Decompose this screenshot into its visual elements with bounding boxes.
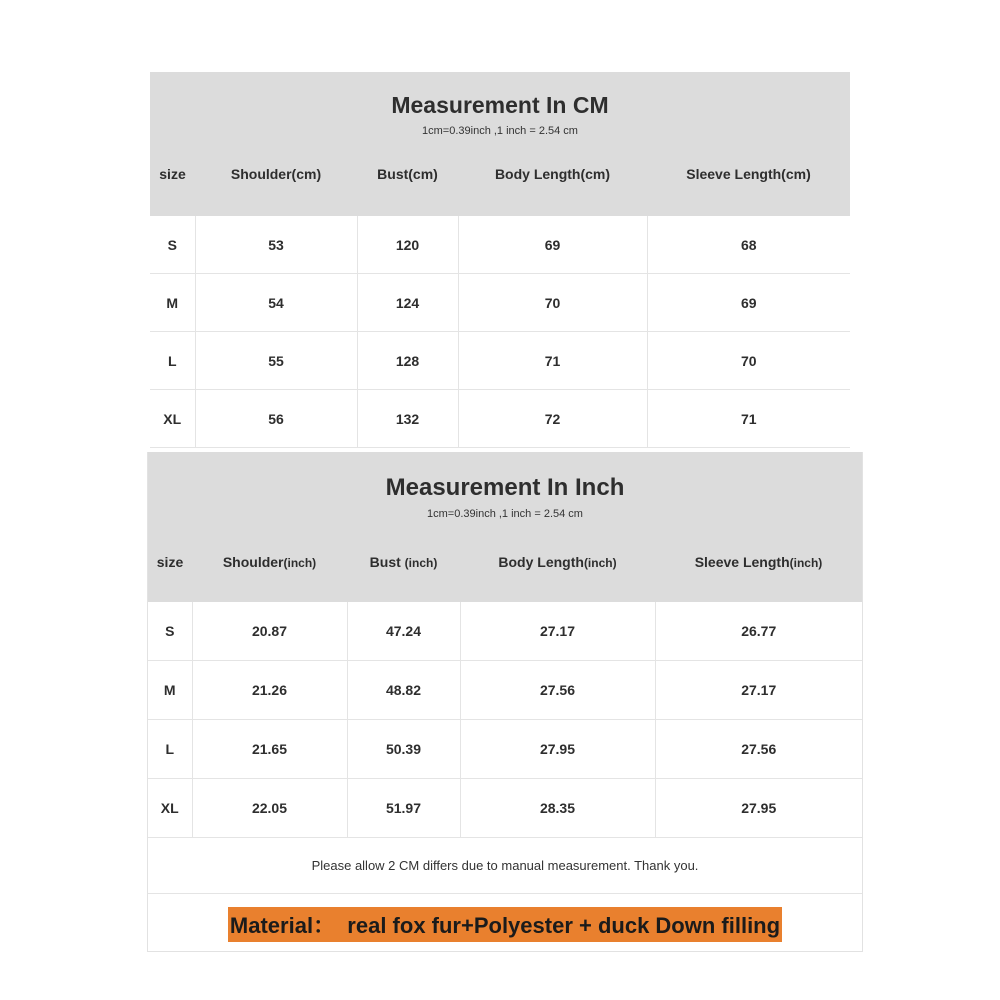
bust-cell: 128 [357,332,458,390]
header-unit: (inch) [404,556,438,570]
column-header-shoulder: Shoulder(cm) [195,166,357,182]
material-text: Material： real fox fur+Polyester + duck Down filling [228,907,782,942]
cm-header-table [150,166,850,182]
shoulder-cell: 20.87 [192,602,347,661]
shoulder-cell: 56 [195,390,357,448]
inch-conversion-note: 1cm=0.39inch ,1 inch = 2.54 cm [427,508,583,520]
table-row [150,216,850,274]
header-label: Bust [369,554,405,570]
size-cell: M [150,274,195,332]
bust-cell: 50.39 [347,720,460,779]
cm-conversion-note: 1cm=0.39inch ,1 inch = 2.54 cm [422,125,578,137]
cm-table-header [150,72,850,216]
size-cell: L [150,332,195,390]
cm-column-headers [150,166,850,182]
inch-column-headers [148,554,862,570]
column-header-body-length [460,554,655,570]
table-row [148,720,862,779]
header-unit: (inch) [789,556,823,570]
bust-cell: 51.97 [347,779,460,838]
table-row [148,779,862,838]
header-label: Body Length [498,554,584,570]
inch-data-table [148,602,862,838]
size-cell: L [148,720,192,779]
column-header-size: size [150,166,195,182]
column-header-sleeve-length: Sleeve Length(cm) [647,166,850,182]
table-row [148,602,862,661]
sleeve-length-cell: 27.95 [655,779,862,838]
sleeve-length-cell: 69 [647,274,850,332]
inch-header-table [148,554,862,570]
size-cell: S [148,602,192,661]
column-header-bust [347,554,460,570]
body-length-cell: 27.56 [460,661,655,720]
header-label: Shoulder [222,554,284,570]
body-length-cell: 70 [458,274,647,332]
sleeve-length-cell: 68 [647,216,850,274]
size-cell: M [148,661,192,720]
sleeve-length-cell: 27.56 [655,720,862,779]
inch-measurement-panel [147,452,863,952]
shoulder-cell: 21.26 [192,661,347,720]
bust-cell: 47.24 [347,602,460,661]
column-header-bust: Bust(cm) [357,166,458,182]
table-row [150,390,850,448]
bust-cell: 132 [357,390,458,448]
material-banner [148,894,862,954]
bust-cell: 124 [357,274,458,332]
body-length-cell: 27.95 [460,720,655,779]
size-cell: XL [148,779,192,838]
shoulder-cell: 54 [195,274,357,332]
bust-cell: 120 [357,216,458,274]
body-length-cell: 27.17 [460,602,655,661]
cm-measurement-panel [150,72,850,444]
shoulder-cell: 55 [195,332,357,390]
column-header-sleeve-length [655,554,862,570]
header-unit: (inch) [583,556,617,570]
cm-table-title: Measurement In CM [391,92,609,118]
body-length-cell: 72 [458,390,647,448]
sleeve-length-cell: 70 [647,332,850,390]
column-header-body-length: Body Length(cm) [458,166,647,182]
table-row [150,274,850,332]
body-length-cell: 71 [458,332,647,390]
table-row [148,661,862,720]
sleeve-length-cell: 71 [647,390,850,448]
sleeve-length-cell: 27.17 [655,661,862,720]
table-row [150,332,850,390]
body-length-cell: 69 [458,216,647,274]
shoulder-cell: 22.05 [192,779,347,838]
shoulder-cell: 53 [195,216,357,274]
bust-cell: 48.82 [347,661,460,720]
header-label: size [156,554,184,570]
column-header-shoulder [192,554,347,570]
column-header-size [148,554,192,570]
size-cell: XL [150,390,195,448]
shoulder-cell: 21.65 [192,720,347,779]
body-length-cell: 28.35 [460,779,655,838]
cm-data-table [150,216,850,448]
inch-table-header [148,452,862,602]
sleeve-length-cell: 26.77 [655,602,862,661]
header-unit: (inch) [283,556,317,570]
size-cell: S [150,216,195,274]
header-label: Sleeve Length [694,554,790,570]
measurement-disclaimer: Please allow 2 CM differs due to manual measurement. Thank you. [148,838,862,894]
inch-table-title: Measurement In Inch [385,474,625,501]
